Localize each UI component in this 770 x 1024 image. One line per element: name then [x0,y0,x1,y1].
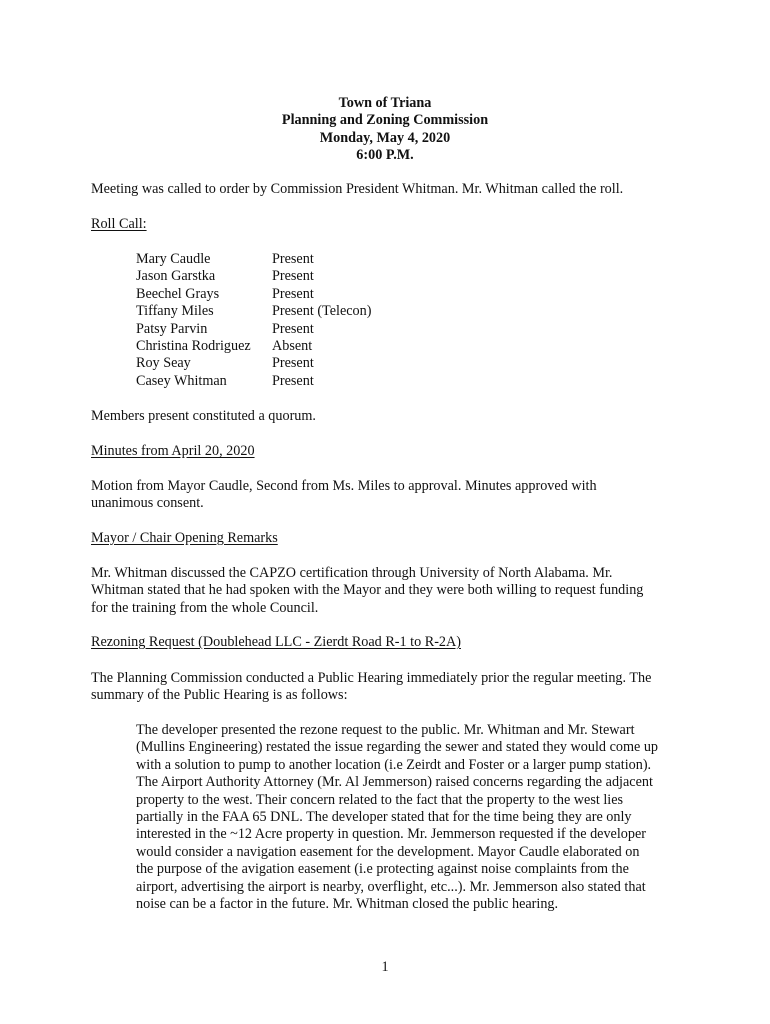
member-status: Present [272,320,314,337]
text-line: summary of the Public Hearing is as follows: [91,687,348,704]
text-line: with a solution to pump to another location (i.e Zeirdt and Foster or a larger pump station). [136,756,652,773]
member-status: Present [272,268,314,285]
text-line: interested in the ~12 Acre property in question. Mr. Jemmerson requested if the developer [136,826,647,843]
rezoning-heading: Rezoning Request (Doublehead LLC - Zierdt Road R-1 to R-2A) [91,634,461,650]
member-name: Casey Whitman [136,372,227,389]
text-line: for the training from the whole Council. [91,599,319,616]
member-status: Present [272,251,314,267]
text-line: Whitman stated that he had spoken with the Mayor and they were both willing to request funding [91,582,644,599]
member-status: Present [272,372,314,389]
meeting-date: Monday, May 4, 2020 [319,129,451,146]
member-name: Beechel Grays [136,285,220,302]
member-name: Roy Seay [136,355,191,372]
text-line: Motion from Mayor Caudle, Second from Ms. Miles to approval. Minutes approved with [91,478,597,494]
member-status: Present (Telecon) [272,303,372,320]
text-line: partially in the FAA 65 DNL. The developer stated that for the time being they are only [136,809,632,826]
quorum-statement: Members present constituted a quorum. [91,408,316,424]
opening-paragraph: Meeting was called to order by Commission President Whitman. Mr. Whitman called the roll. [91,181,624,197]
roll-call-row [136,268,536,285]
member-name: Christina Rodriguez [136,337,251,354]
text-line: The Planning Commission conducted a Public Hearing immediately prior the regular meeting. The [91,670,652,686]
roll-call-row [136,303,536,320]
text-line: noise can be a factor in the future. Mr. Whitman closed the public hearing. [136,896,559,913]
text-line: The Airport Authority Attorney (Mr. Al Jemmerson) raised concerns regarding the adjacent [136,774,653,791]
commission-name: Planning and Zoning Commission [281,112,489,129]
town-name: Town of Triana [338,95,432,111]
roll-call-row [136,338,536,355]
text-line: Mr. Whitman discussed the CAPZO certification through University of North Alabama. Mr. [91,565,613,581]
rezoning-intro [91,670,691,705]
document-header [0,95,770,165]
remarks-paragraph [91,565,691,617]
roll-call-row [136,286,536,303]
meeting-time: 6:00 P.M. [356,147,414,164]
member-name: Mary Caudle [136,251,211,267]
text-line: airport, advertising the airport is nearby, overflight, etc...). Mr. Jemmerson also stated that [136,878,646,895]
roll-call-row [136,355,536,372]
roll-call-row [136,373,536,390]
text-line: would consider a navigation easement for the development. Mayor Caudle elaborated on [136,843,640,860]
text-line: The developer presented the rezone request to the public. Mr. Whitman and Mr. Stewart [136,722,635,738]
member-status: Present [272,285,314,302]
page-number: 1 [381,959,389,975]
member-name: Jason Garstka [136,268,216,285]
remarks-heading: Mayor / Chair Opening Remarks [91,530,278,546]
roll-call-list [136,251,536,390]
text-line: the purpose of the avigation easement (i.e protecting against noise complaints from the [136,861,629,878]
minutes-paragraph [91,478,691,513]
roll-call-row [136,321,536,338]
member-name: Tiffany Miles [136,303,214,320]
text-line: property to the west. Their concern related to the fact that the property to the west lies [136,791,624,808]
hearing-summary [136,722,676,913]
text-line: (Mullins Engineering) restated the issue regarding the sewer and stated they would come up [136,739,659,756]
member-name: Patsy Parvin [136,320,208,337]
roll-call-row [136,251,536,268]
minutes-heading: Minutes from April 20, 2020 [91,443,255,459]
text-line: unanimous consent. [91,495,204,512]
roll-call-heading: Roll Call: [91,216,147,232]
member-status: Present [272,355,314,372]
member-status: Absent [272,337,313,354]
